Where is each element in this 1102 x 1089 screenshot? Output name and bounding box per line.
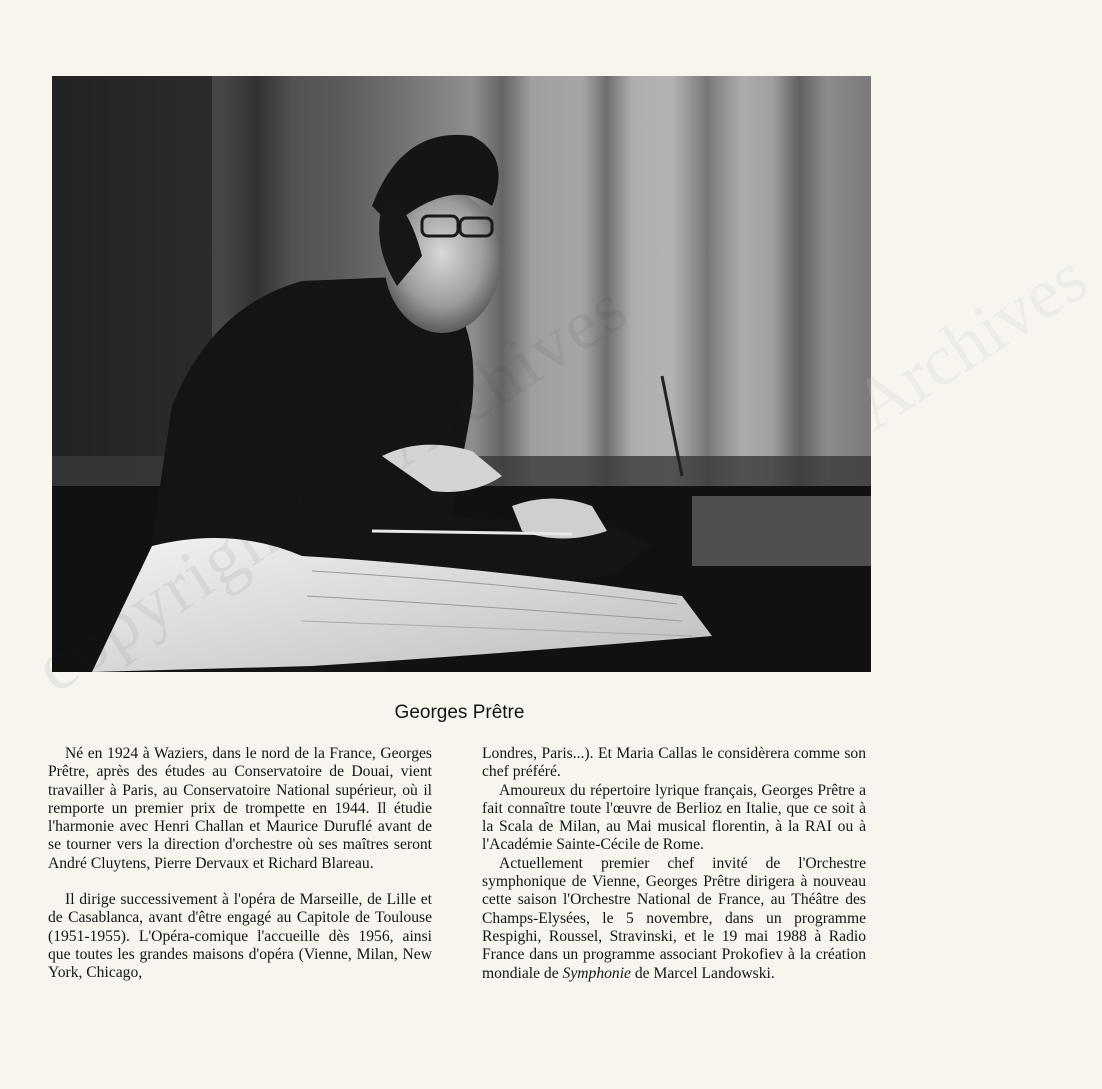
conductor-photo (52, 76, 871, 672)
right-column (482, 745, 866, 983)
page-title: Georges Prêtre (394, 702, 525, 723)
paragraph-callas: Londres, Paris...). Et Maria Callas le considèrera comme son chef préféré. (482, 745, 866, 781)
paragraph-career: Il dirige successivement à l'opéra de Marseille, de Lille et de Casablanca, avant d'être engagé au Capitole de Toulouse (1951-1955). L'Opéra-comique l'accueille dès 1956, ainsi que toutes les grandes maisons d'opéra (Vienne, Milan, New York, Chicago, (48, 891, 432, 982)
symphonie-title: Symphonie (562, 964, 631, 982)
paragraph-current-end: de Marcel Landowski. (630, 964, 775, 982)
photo-artwork (52, 76, 871, 672)
paragraph-berlioz: Amoureux du répertoire lyrique français, Georges Prêtre a fait connaître toute l'œuvre de Berlioz en Italie, que ce soit à la Scala de Milan, au Mai musical florentin, à la RAI ou à l'Académie Sainte-Cécile de Rome. (482, 781, 866, 854)
left-column (48, 745, 432, 983)
watermark-text-right: Archives (838, 236, 1101, 446)
paragraph-current (482, 855, 866, 983)
paragraph-biography: Né en 1924 à Waziers, dans le nord de la France, Georges Prêtre, après des études au Conservatoire de Douai, vient travailler à Paris, au Conservatoire National supérieur, où il remporte un premier prix de trompette en 1944. Il étudie l'harmonie avec Henri Challan et Maurice Duruflé avant de se tourner vers la direction d'orchestre où ses maîtres seront André Cluytens, Pierre Dervaux et Richard Blareau. (48, 745, 432, 872)
paragraph-current-text: Actuellement premier chef invité de l'Orchestre symphonique de Vienne, Georges Prêtre dirigera à nouveau cette saison l'Orchestre National de France, au Théâtre des Champs-Elysées, le 5 novembre, dans un programme Respighi, Roussel, Stravinski, et le 19 mai 1988 à Radio France dans un programme associant Prokofiev à la création mondiale de (482, 854, 866, 982)
